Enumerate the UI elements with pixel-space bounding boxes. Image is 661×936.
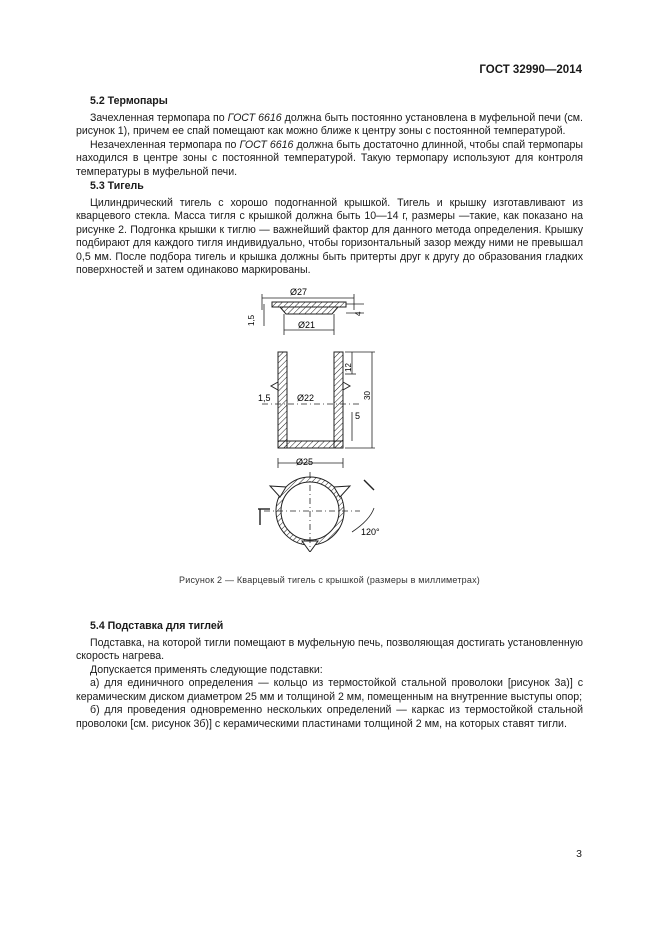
- page-number: 3: [576, 848, 582, 860]
- paragraph: [76, 139, 583, 180]
- dim-angle: 120°: [361, 527, 380, 537]
- crucible-figure: [240, 282, 400, 552]
- paragraph: Допускается применять следующие подставки:: [90, 663, 323, 676]
- paragraph: [76, 112, 583, 139]
- section-5-4: [76, 620, 583, 731]
- dim-height-top: 12: [344, 363, 353, 372]
- crucible-drawing: [240, 282, 400, 552]
- dim-height-total: 30: [363, 391, 372, 400]
- figure-caption: Рисунок 2 — Кварцевый тигель с крышкой (размеры в миллиметрах): [179, 575, 480, 585]
- section-title: 5.3 Тигель: [90, 180, 144, 192]
- dim-lid-depth: 4: [354, 311, 363, 316]
- text-span: Зачехленная термопара по: [90, 111, 228, 124]
- paragraph: Цилиндрический тигель с хорошо подогнанной крышкой. Тигель и крышку изготавливают из кварцевого стекла. Масса тигля с крышкой должна быть 10—14 г, размеры —такие, как показано на рисунке 2. Подгонка крышки к тиглю — важнейший фактор для данного метода определения. Крышку подбирают для каждого тигля индивидуально, чтобы горизонтальный зазор между ними не превышал 0,5 мм. После подбора тигель и крышка должны быть притерты друг к другу до образования гладких поверхностей и затем одинаково маркированы.: [76, 196, 583, 276]
- dim-outer-diameter: Ø25: [296, 457, 314, 467]
- text-span: должна быть постоянно установлена в муфельной печи (см. рисунок 1), причем ее спай помещают как можно ближе к центру зоны с постоянной температурой.: [76, 111, 583, 137]
- crucible-body-drawing: [258, 352, 375, 468]
- list-item-b: б) для проведения одновременно нескольких определений — каркас из термостойкой стальной проволоки [см. рисунок 3б)] с керамическими пластинами толщиной 2 мм, на которых ставят тигли.: [76, 704, 583, 730]
- text-span: должна быть достаточно длинной, чтобы спай термопары находился в центре зоны с постоянной температурой. Такую термопару используют для контроля температуры в муфельной печи.: [76, 138, 584, 178]
- list-item-a: а) для единичного определения — кольцо из термостойкой стальной проволоки [рисунок 3а)] с керамическим диском диаметром 25 мм и толщиной 2 мм, помещенным на внутренние выступы опор;: [76, 677, 583, 703]
- crucible-top-view: [258, 472, 380, 552]
- dim-lid-height: 1,5: [247, 314, 256, 326]
- standard-reference: ГОСТ 6616: [227, 111, 282, 124]
- text-span: Незачехленная термопара по: [90, 138, 240, 151]
- dim-wall: 1,5: [258, 393, 271, 403]
- lid-drawing: [247, 287, 364, 335]
- dim-lid-inner: Ø21: [298, 320, 316, 330]
- dim-bottom: 5: [355, 411, 361, 421]
- document-code: ГОСТ 32990—2014: [479, 64, 582, 76]
- section-title: 5.4 Подставка для тиглей: [90, 620, 224, 632]
- section-title: 5.2 Термопары: [90, 95, 168, 107]
- standard-reference: ГОСТ 6616: [239, 138, 294, 151]
- paragraph: Подставка, на которой тигли помещают в муфельную печь, позволяющая достигать установленную скорость нагрева.: [76, 636, 583, 662]
- section-5-3: [76, 180, 583, 278]
- dim-inner-diameter: Ø22: [297, 393, 315, 403]
- section-5-2: [76, 95, 583, 179]
- dim-lid-outer: Ø27: [290, 287, 308, 297]
